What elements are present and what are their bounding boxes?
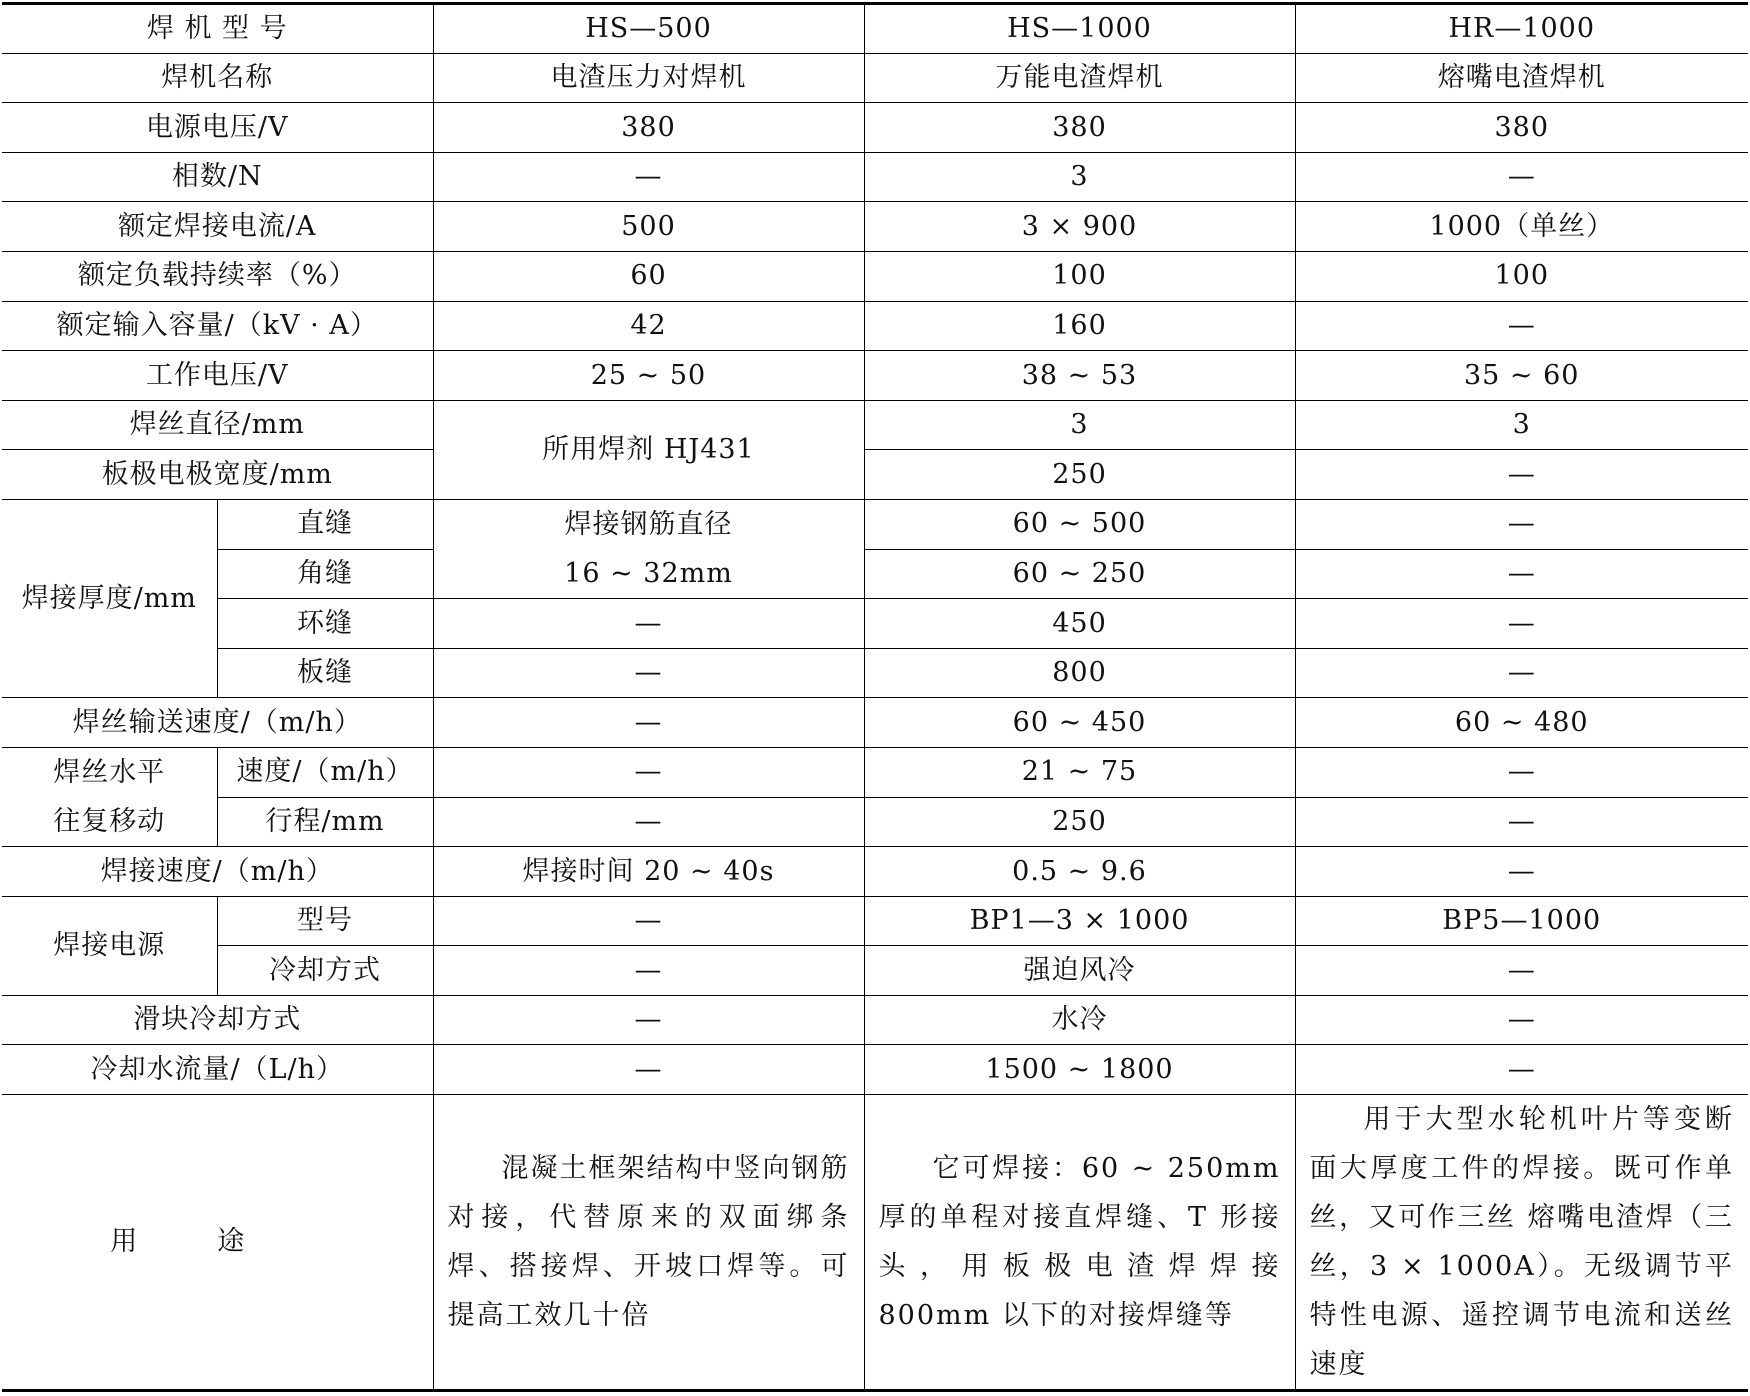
table-row	[2, 847, 1748, 897]
table-row	[2, 301, 1748, 351]
cell: 0.5 ~ 9.6	[864, 847, 1295, 897]
cell: 21 ~ 75	[864, 747, 1295, 797]
rebar-diameter-cell	[433, 499, 864, 598]
table-row	[2, 698, 1748, 748]
cell: 3 × 900	[864, 202, 1295, 252]
table-row	[2, 103, 1748, 153]
cell: —	[1295, 499, 1748, 549]
cell: —	[1295, 549, 1748, 599]
row-label: 电源电压/V	[2, 103, 433, 153]
cell: 3	[1295, 400, 1748, 450]
cell: —	[1295, 847, 1748, 897]
cell: 1500 ~ 1800	[864, 1045, 1295, 1095]
oscillation-line2: 往复移动	[53, 806, 166, 837]
cell: 25 ~ 50	[433, 351, 864, 401]
oscillation-line1: 焊丝水平	[53, 757, 166, 788]
row-label: 板极电极宽度/mm	[2, 450, 433, 500]
row-label: 焊机名称	[2, 53, 433, 103]
usage-text-hr1000: 用于大型水轮机叶片等变断面大厚度工件的焊接。既可作单丝，又可作三丝 熔嘴电渣焊（三丝，3 × 1000A）。无级调节平特性电源、遥控调节电流和送丝速度	[1295, 1095, 1748, 1391]
cell: 35 ~ 60	[1295, 351, 1748, 401]
table-row	[2, 896, 1748, 946]
row-label: 焊丝直径/mm	[2, 400, 433, 450]
table-row	[2, 202, 1748, 252]
group-label-oscillation	[2, 747, 217, 846]
table-row	[2, 797, 1748, 847]
cell: 100	[1295, 251, 1748, 301]
table-row	[2, 995, 1748, 1045]
cell: 60 ~ 480	[1295, 698, 1748, 748]
row-label: 相数/N	[2, 152, 433, 202]
cell: —	[433, 995, 864, 1045]
cell: —	[433, 698, 864, 748]
model-hs1000: HS—1000	[864, 4, 1295, 54]
row-label: 额定负载持续率（%）	[2, 251, 433, 301]
table-row	[2, 747, 1748, 797]
cell: —	[433, 797, 864, 847]
sub-label: 环缝	[217, 599, 433, 649]
cell: —	[1295, 599, 1748, 649]
header-label: 焊 机 型 号	[2, 4, 433, 54]
model-hs500: HS—500	[433, 4, 864, 54]
table-row	[2, 351, 1748, 401]
cell: —	[433, 599, 864, 649]
cell: 250	[864, 797, 1295, 847]
rebar-diameter-line2: 16 ~ 32mm	[564, 558, 733, 590]
table-row	[2, 499, 1748, 549]
cell: BP1—3 × 1000	[864, 896, 1295, 946]
row-label: 冷却水流量/（L/h）	[2, 1045, 433, 1095]
cell: 42	[433, 301, 864, 351]
row-label: 滑块冷却方式	[2, 995, 433, 1045]
cell: 熔嘴电渣焊机	[1295, 53, 1748, 103]
sub-label: 板缝	[217, 648, 433, 698]
sub-label: 型号	[217, 896, 433, 946]
table-row	[2, 1045, 1748, 1095]
cell: 380	[433, 103, 864, 153]
cell: —	[433, 648, 864, 698]
cell: —	[433, 946, 864, 996]
cell: 380	[1295, 103, 1748, 153]
row-label: 工作电压/V	[2, 351, 433, 401]
cell: —	[433, 747, 864, 797]
welder-spec-table	[2, 2, 1748, 1392]
cell: —	[1295, 648, 1748, 698]
group-label-thickness: 焊接厚度/mm	[2, 499, 217, 697]
table-row	[2, 599, 1748, 649]
cell: 3	[864, 400, 1295, 450]
cell: 强迫风冷	[864, 946, 1295, 996]
cell: —	[433, 152, 864, 202]
cell: —	[433, 896, 864, 946]
cell: —	[1295, 301, 1748, 351]
cell: 160	[864, 301, 1295, 351]
cell: —	[1295, 995, 1748, 1045]
cell: BP5—1000	[1295, 896, 1748, 946]
table-row	[2, 946, 1748, 996]
cell: —	[1295, 152, 1748, 202]
cell: 100	[864, 251, 1295, 301]
usage-text-hs1000: 它可焊接：60 ~ 250mm 厚的单程对接直焊缝、T 形接头，用板极电渣焊焊接 800mm 以下的对接焊缝等	[864, 1095, 1295, 1391]
cell: —	[1295, 450, 1748, 500]
sub-label: 冷却方式	[217, 946, 433, 996]
cell: 3	[864, 152, 1295, 202]
cell: —	[1295, 747, 1748, 797]
cell: 450	[864, 599, 1295, 649]
sub-label: 角缝	[217, 549, 433, 599]
row-label: 额定输入容量/（kV · A）	[2, 301, 433, 351]
table-row-usage	[2, 1095, 1748, 1391]
table-row-header	[2, 4, 1748, 54]
table-row	[2, 251, 1748, 301]
cell: —	[433, 1045, 864, 1095]
table-row	[2, 53, 1748, 103]
cell: 电渣压力对焊机	[433, 53, 864, 103]
table-row	[2, 152, 1748, 202]
cell: —	[1295, 797, 1748, 847]
cell: 焊接时间 20 ~ 40s	[433, 847, 864, 897]
rebar-diameter-line1: 焊接钢筋直径	[564, 509, 733, 541]
table-row	[2, 450, 1748, 500]
flux-note-cell: 所用焊剂 HJ431	[433, 400, 864, 499]
table-row	[2, 648, 1748, 698]
cell: 万能电渣焊机	[864, 53, 1295, 103]
cell: 60 ~ 500	[864, 499, 1295, 549]
cell: 500	[433, 202, 864, 252]
cell: 250	[864, 450, 1295, 500]
table-row	[2, 549, 1748, 599]
cell: 800	[864, 648, 1295, 698]
cell: 38 ~ 53	[864, 351, 1295, 401]
sub-label: 速度/（m/h）	[217, 747, 433, 797]
sub-label: 直缝	[217, 499, 433, 549]
cell: 60 ~ 450	[864, 698, 1295, 748]
table-row	[2, 400, 1748, 450]
row-label: 额定焊接电流/A	[2, 202, 433, 252]
cell: 水冷	[864, 995, 1295, 1045]
cell: 1000（单丝）	[1295, 202, 1748, 252]
row-label: 焊接速度/（m/h）	[2, 847, 433, 897]
group-label-power-source: 焊接电源	[2, 896, 217, 995]
cell: 380	[864, 103, 1295, 153]
cell: 60 ~ 250	[864, 549, 1295, 599]
cell: 60	[433, 251, 864, 301]
usage-text-hs500: 混凝土框架结构中竖向钢筋对接，代替原来的双面绑条焊、搭接焊、开坡口焊等。可提高工效几十倍	[433, 1095, 864, 1391]
sub-label: 行程/mm	[217, 797, 433, 847]
cell: —	[1295, 1045, 1748, 1095]
usage-label: 用途	[2, 1095, 433, 1391]
model-hr1000: HR—1000	[1295, 4, 1748, 54]
cell: —	[1295, 946, 1748, 996]
row-label: 焊丝输送速度/（m/h）	[2, 698, 433, 748]
